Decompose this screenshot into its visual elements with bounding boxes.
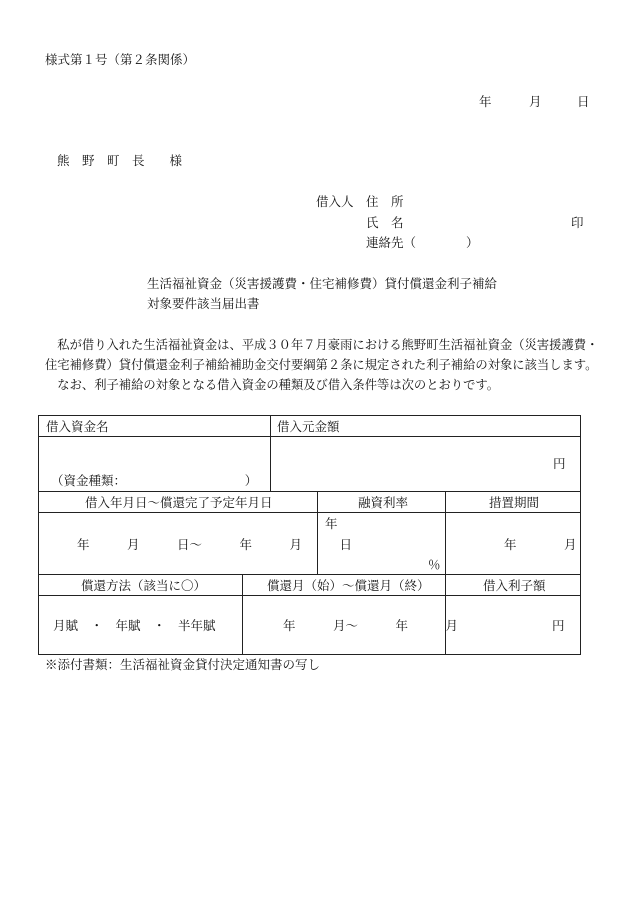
period-value: 年 月 日～ 年 月 日: [77, 537, 353, 552]
principal-header-cell: [270, 415, 581, 437]
repay-month-value-cell[interactable]: [242, 595, 459, 655]
principal-value-cell[interactable]: [270, 436, 581, 492]
body-line-1: 私が借り入れた生活福祉資金は、平成３０年７月豪雨における熊野町生活福祉資金（災害援護費・: [45, 338, 599, 352]
period-header: 借入年月日～償還完了予定年月日: [85, 495, 273, 510]
seal-mark: 印: [571, 215, 584, 230]
fund-type-field: （資金種類： ）: [51, 473, 258, 488]
interest-header-cell: [445, 574, 581, 596]
repay-month-value: 年 月～ 年 月: [283, 618, 459, 633]
date-month-label: 月: [529, 94, 542, 109]
repay-month-header-cell: [242, 574, 446, 596]
deferment-year-label: 年: [504, 537, 517, 552]
method-options[interactable]: 月賦 ・ 年賦 ・ 半年賦: [53, 618, 216, 633]
loan-name-header-cell: [38, 415, 271, 437]
rate-year-label: 年: [325, 516, 338, 531]
date-day-label: 日: [577, 94, 590, 109]
document-title-line-1: 生活福祉資金（災害援護費・住宅補修費）貸付償還金利子補給: [147, 276, 498, 291]
name-label: 氏 名: [366, 215, 404, 230]
body-line-3: なお、利子補給の対象となる借入資金の種類及び借入条件等は次のとおりです。: [45, 378, 500, 392]
method-header-cell: [38, 574, 243, 596]
address-label: 住 所: [366, 194, 404, 209]
document-title-line-2: 対象要件該当届出書: [147, 296, 260, 311]
rate-value-cell[interactable]: [317, 512, 446, 575]
interest-header: 借入利子額: [483, 578, 546, 593]
body-line-2: 住宅補修費）貸付償還金利子補給補助金交付要綱第２条に規定された利子補給の対象に該当します。: [45, 358, 598, 372]
method-value-cell[interactable]: [38, 595, 243, 655]
period-value-cell[interactable]: [38, 512, 353, 575]
addressee: 熊 野 町 長 様: [57, 153, 183, 168]
principal-unit: 円: [553, 456, 566, 471]
rate-header: 融資利率: [358, 495, 409, 510]
contact-label: 連絡先（ ）: [366, 235, 479, 250]
borrower-label: 借入人: [316, 194, 354, 209]
rate-header-cell: [317, 491, 446, 513]
period-header-cell: [38, 491, 318, 513]
rate-percent-label: ％: [428, 557, 441, 572]
deferment-header-cell: [445, 491, 581, 513]
loan-name-header: 借入資金名: [46, 419, 109, 434]
method-header: 償還方法（該当に〇）: [81, 578, 207, 593]
interest-unit: 円: [552, 618, 565, 633]
interest-value-cell[interactable]: [445, 595, 581, 655]
deferment-header: 措置期間: [489, 495, 540, 510]
repay-month-header: 償還月（始）～償還月（終）: [267, 578, 430, 593]
form-number: 様式第１号（第２条関係）: [45, 52, 196, 67]
principal-header: 借入元金額: [277, 419, 340, 434]
date-year-label: 年: [479, 94, 492, 109]
loan-name-value-cell[interactable]: [38, 436, 271, 492]
deferment-month-label: 月: [564, 537, 577, 552]
deferment-value-cell[interactable]: [445, 512, 581, 575]
attachment-note: ※添付書類：生活福祉資金貸付決定通知書の写し: [45, 657, 321, 672]
